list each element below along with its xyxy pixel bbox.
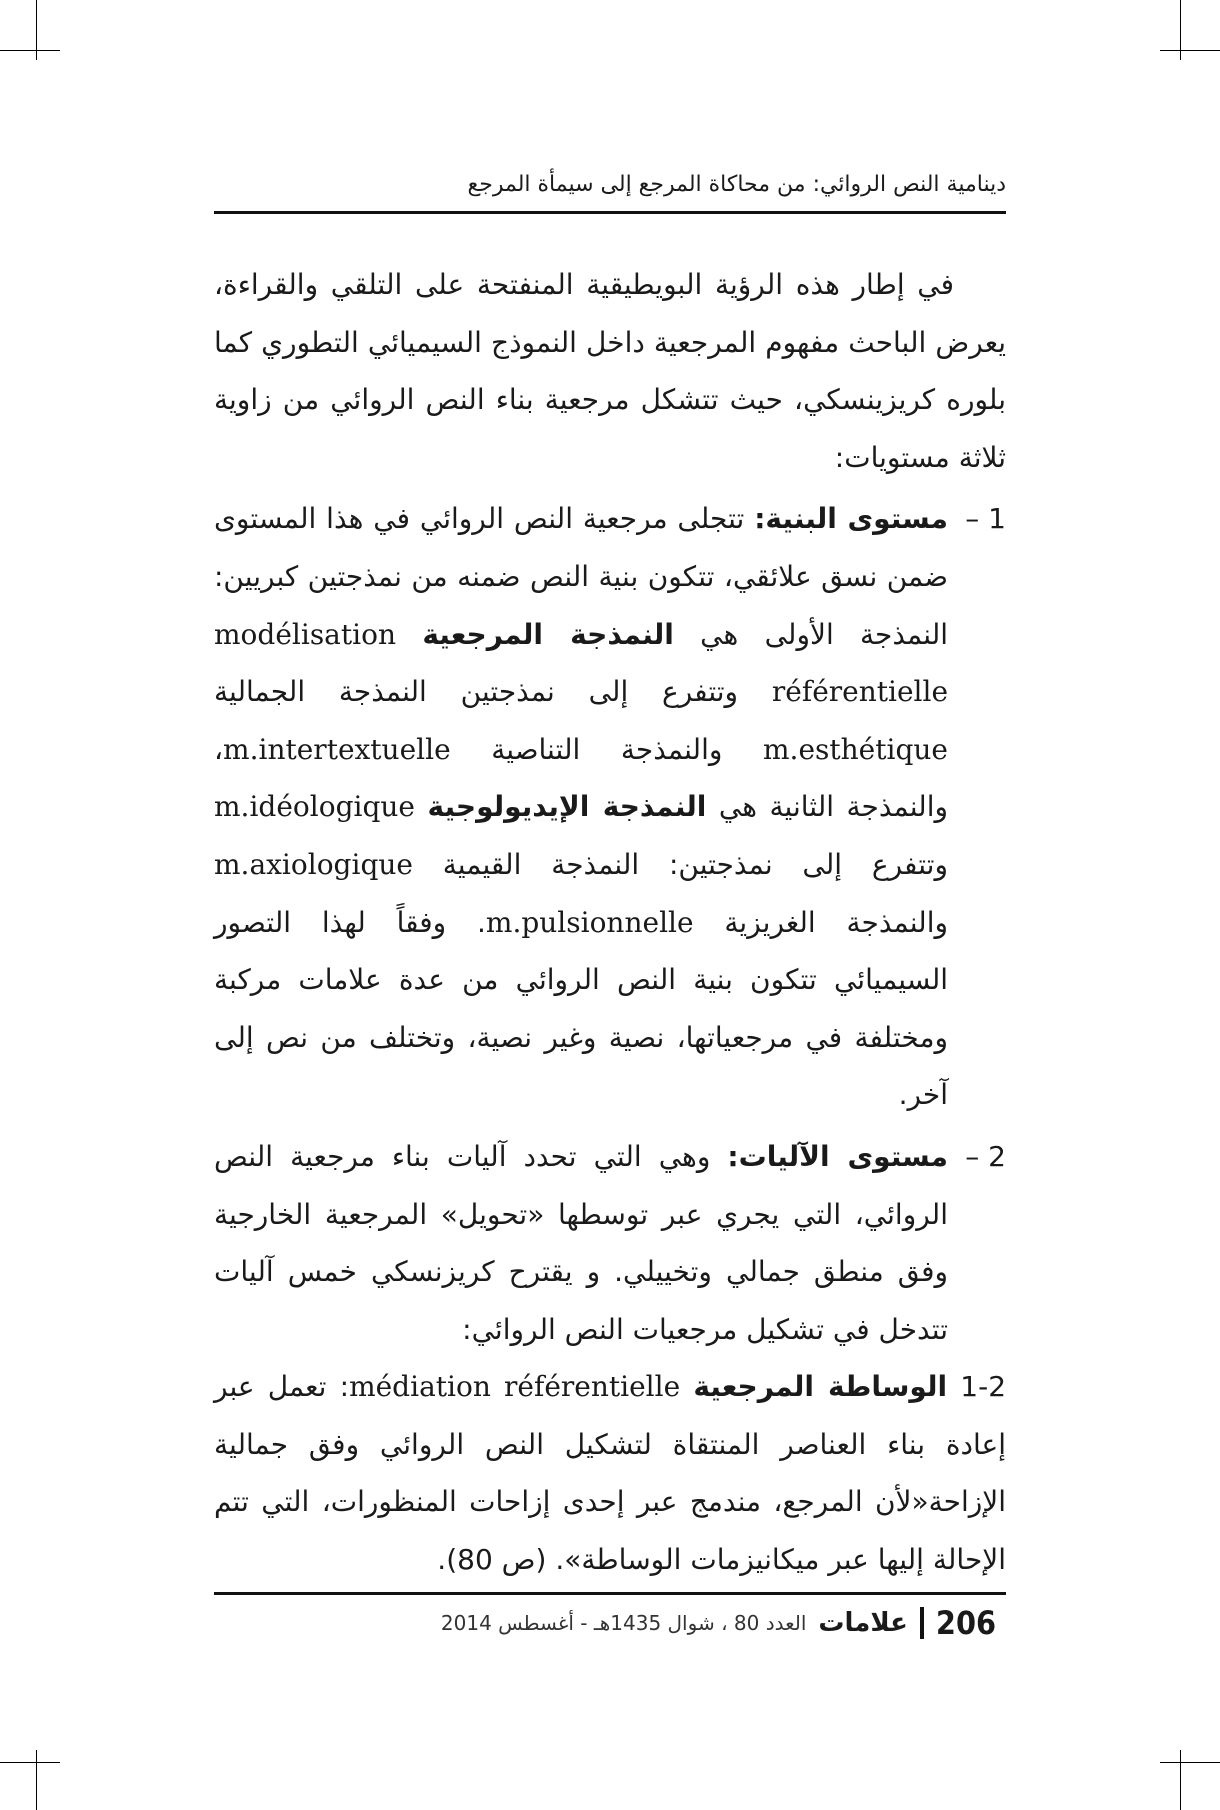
footer-separator <box>920 1607 924 1639</box>
item-text <box>214 490 948 1124</box>
text-run: ، والنمذجة الثانية هي <box>214 732 949 824</box>
latin-term: médiation référentielle <box>349 1370 681 1404</box>
text-run: والنمذجة التناصية <box>491 732 723 766</box>
latin-term: m.pulsionnelle <box>485 905 694 939</box>
issue-info: العدد 80 ، شوال 1435هـ - أغسطس 2014 <box>440 1611 807 1635</box>
footer <box>380 1603 996 1643</box>
footer-rule <box>214 1592 1006 1595</box>
term-ideological-modeling: النمذجة الإيديولوجية <box>427 790 707 824</box>
text-run: والنمذجة الغريزية <box>724 905 949 939</box>
crop-mark <box>1180 0 1181 60</box>
latin-term: modélisation référentielle <box>214 617 949 709</box>
text-run: تتجلى مرجعية النص الروائي في هذا المستوى ضمن نسق علائقي، تتكون بنية النص ضمنه من نمذجتين كبريين: النمذجة الأولى هي <box>214 502 949 651</box>
latin-term: m.esthétique <box>763 732 948 766</box>
journal-logo: علامات <box>818 1608 908 1638</box>
crop-mark <box>0 1762 60 1763</box>
subsection-referential-mediation <box>214 1358 1006 1588</box>
item-title: مستوى الآليات: <box>727 1139 948 1173</box>
item-text <box>214 1128 948 1358</box>
text-run: . وفقاً لهذا التصور السيميائي تتكون بنية النص الروائي من عدة علامات مركبة ومختلفة في مرجعياتها، نصية وغير نصية، وتختلف من نص إلى آخر. <box>214 905 948 1112</box>
subsection-number: 1-2 <box>960 1370 1007 1404</box>
latin-term: m.axiologique <box>214 847 413 881</box>
crop-mark <box>36 0 37 60</box>
list-item-mechanisms-level <box>214 1128 1006 1358</box>
text-run: وهي التي تحدد آليات بناء مرجعية النص الروائي، التي يجري عبر توسطها «تحويل» المرجعية الخارجية وفق منطق جمالي وتخييلي. و يقترح كريزنسكي خمس آليات تتدخل في تشكيل مرجعيات النص الروائي: <box>214 1139 948 1346</box>
crop-mark <box>1160 50 1220 51</box>
text-run: وتتفرع إلى نمذجتين النمذجة الجمالية <box>214 675 739 709</box>
running-head: دينامية النص الروائي: من محاكاة المرجع إلى سيمأة المرجع <box>467 172 1006 197</box>
intro-paragraph: في إطار هذه الرؤية البويطيقية المنفتحة على التلقي والقراءة، يعرض الباحث مفهوم المرجعية داخل النموذج السيميائي التطوري كما بلوره كريزينسكي، حيث تتشكل مرجعية بناء النص الروائي من زاوية ثلاثة مستويات: <box>214 268 1006 474</box>
text-run: : تعمل عبر إعادة بناء العناصر المنتقاة لتشكيل النص الروائي وفق جمالية الإزاحة«لأن المرجع، مندمج عبر إحدى إزاحات المنظورات، التي تتم الإحالة إليها عبر ميكانيزمات الوساطة». (ص 80). <box>214 1370 1006 1577</box>
crop-mark <box>36 1750 37 1810</box>
crop-mark <box>0 50 60 51</box>
body-text <box>214 256 1006 1589</box>
header-rule <box>214 211 1006 214</box>
subsection-title: الوساطة المرجعية <box>693 1370 948 1404</box>
item-title: مستوى البنية: <box>754 502 948 536</box>
term-referential-modeling: النمذجة المرجعية <box>422 617 674 651</box>
item-number: 2 – <box>965 1139 1006 1173</box>
crop-mark <box>1160 1762 1220 1763</box>
latin-term: m.idéologique <box>214 790 415 824</box>
item-number: 1 – <box>965 502 1006 536</box>
list-item-structure-level <box>214 490 1006 1124</box>
latin-term: m.intertextuelle <box>223 732 451 766</box>
page-number: 206 <box>935 1604 996 1642</box>
crop-mark <box>1180 1750 1181 1810</box>
text-run: وتتفرع إلى نمذجتين: النمذجة القيمية <box>442 847 948 881</box>
